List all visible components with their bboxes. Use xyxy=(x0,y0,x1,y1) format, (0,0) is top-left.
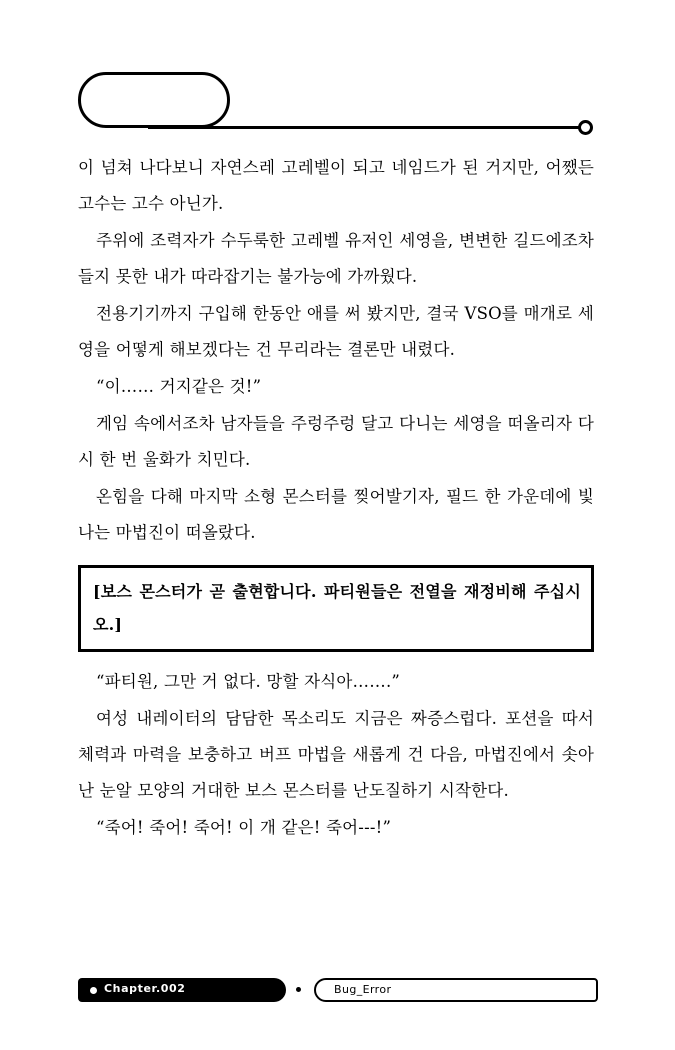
footer-chapter-label: Chapter.002 xyxy=(104,982,186,995)
paragraph: 게임 속에서조차 남자들을 주렁주렁 달고 다니는 세영을 떠올리자 다시 한 번 울화가 치민다. xyxy=(78,414,594,469)
paragraph: 이 넘쳐 나다보니 자연스레 고레벨이 되고 네임드가 된 거지만, 어쨌든 고수는 고수 아닌가. xyxy=(78,158,594,213)
footer-book-label: Bug_Error xyxy=(334,983,392,996)
body-text xyxy=(78,150,594,847)
paragraph: 여성 내레이터의 담담한 목소리도 지금은 짜증스럽다. 포션을 따서 체력과 마력을 보충하고 버프 마법을 새롭게 건 다음, 마법진에서 솟아난 눈알 모양의 거대한 보스 몬스터를 난도질하기 시작한다. xyxy=(78,709,594,800)
page-header xyxy=(78,72,598,142)
system-message-box xyxy=(78,565,594,652)
paragraph: “이…… 거지같은 것!” xyxy=(96,377,262,396)
footer-chapter-tab xyxy=(78,978,286,1002)
paragraph: 온힘을 다해 마지막 소형 몬스터를 찢어발기자, 필드 한 가운데에 빛나는 마법진이 떠올랐다. xyxy=(78,487,594,542)
header-end-dot-icon xyxy=(578,120,593,135)
footer-book-tab xyxy=(314,978,598,1002)
paragraph: “죽어! 죽어! 죽어! 이 개 같은! 죽어---!” xyxy=(96,818,392,837)
bullet-dot-icon xyxy=(90,987,97,994)
system-message-text: [보스 몬스터가 곧 출현합니다. 파티원들은 전열을 재정비해 주십시오.] xyxy=(93,582,581,634)
paragraph: 주위에 조력자가 수두룩한 고레벨 유저인 세영을, 변변한 길드에조차 들지 못한 내가 따라잡기는 불가능에 가까웠다. xyxy=(78,231,594,286)
paragraph: “파티원, 그만 거 없다. 망할 자식아…….” xyxy=(96,672,401,691)
footer-separator-dot-icon xyxy=(296,987,301,992)
paragraph: 전용기기까지 구입해 한동안 애를 써 봤지만, 결국 VSO를 매개로 세영을 어떻게 해보겠다는 건 무리라는 결론만 내렸다. xyxy=(78,304,594,359)
page-footer xyxy=(78,978,598,1004)
chapter-number-badge xyxy=(78,72,230,128)
